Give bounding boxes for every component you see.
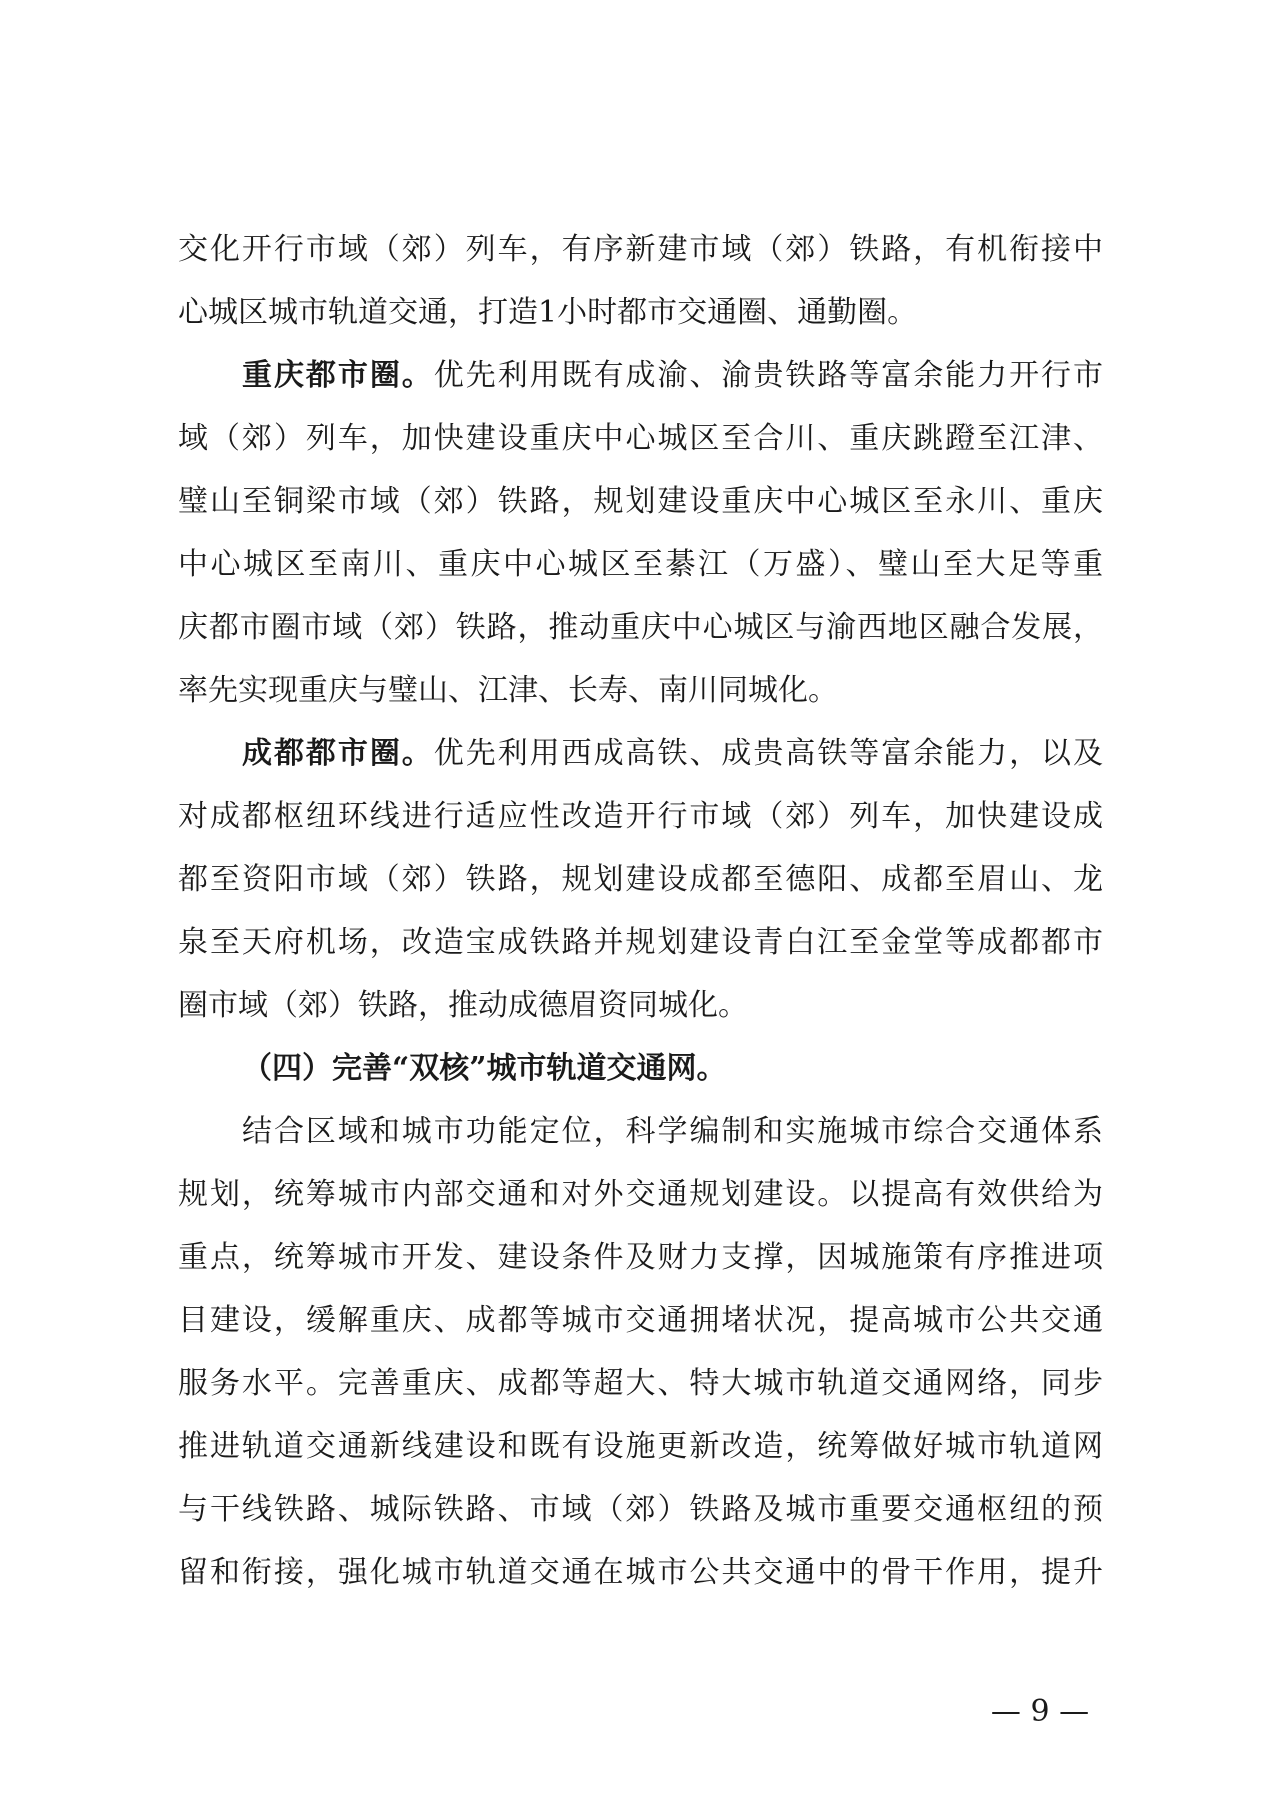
text-line: 规划，统筹城市内部交通和对外交通规划建设。以提高有效供给为 xyxy=(178,1177,1103,1212)
text-line: 交化开行市域（郊）列车，有序新建市域（郊）铁路，有机衔接中 xyxy=(178,232,1103,267)
text-line: 庆都市圈市域（郊）铁路，推动重庆中心城区与渝西地区融合发展， xyxy=(178,610,1103,645)
text-line: 圈市域（郊）铁路，推动成德眉资同城化。 xyxy=(178,988,748,1023)
document-body xyxy=(178,218,1103,1604)
paragraph-first-line xyxy=(178,344,1103,407)
text-line: 心城区城市轨道交通，打造1小时都市交通圈、通勤圈。 xyxy=(178,295,918,330)
paragraph-heading: 成都都市圈。 xyxy=(242,736,434,771)
text-span: 优先利用既有成渝、渝贵铁路等富余能力开行市 xyxy=(433,358,1104,393)
text-line: 结合区域和城市功能定位，科学编制和实施城市综合交通体系 xyxy=(242,1114,1103,1149)
text-line: 服务水平。完善重庆、成都等超大、特大城市轨道交通网络，同步 xyxy=(178,1366,1103,1401)
text-line: 璧山至铜梁市域（郊）铁路，规划建设重庆中心城区至永川、重庆 xyxy=(178,484,1103,519)
text-line: 域（郊）列车，加快建设重庆中心城区至合川、重庆跳蹬至江津、 xyxy=(178,421,1103,456)
paragraph-heading: 重庆都市圈。 xyxy=(242,358,434,393)
paragraph-first-line xyxy=(178,722,1103,785)
text-line: 留和衔接，强化城市轨道交通在城市公共交通中的骨干作用，提升 xyxy=(178,1555,1103,1590)
section-heading: （四）完善“双核”城市轨道交通网。 xyxy=(242,1051,727,1086)
text-line: 都至资阳市域（郊）铁路，规划建设成都至德阳、成都至眉山、龙 xyxy=(178,862,1103,897)
text-line: 泉至天府机场，改造宝成铁路并规划建设青白江至金堂等成都都市 xyxy=(178,925,1103,960)
text-line: 目建设，缓解重庆、成都等城市交通拥堵状况，提高城市公共交通 xyxy=(178,1303,1103,1338)
text-line: 率先实现重庆与璧山、江津、长寿、南川同城化。 xyxy=(178,673,838,708)
text-line: 对成都枢纽环线进行适应性改造开行市域（郊）列车，加快建设成 xyxy=(178,799,1103,834)
text-span: 优先利用西成高铁、成贵高铁等富余能力，以及 xyxy=(433,736,1104,771)
text-line: 与干线铁路、城际铁路、市域（郊）铁路及城市重要交通枢纽的预 xyxy=(178,1492,1103,1527)
text-line: 推进轨道交通新线建设和既有设施更新改造，统筹做好城市轨道网 xyxy=(178,1429,1103,1464)
text-line: 重点，统筹城市开发、建设条件及财力支撑，因城施策有序推进项 xyxy=(178,1240,1103,1275)
page-number: — 9 — xyxy=(990,1694,1090,1729)
text-line: 中心城区至南川、重庆中心城区至綦江（万盛）、璧山至大足等重 xyxy=(178,547,1103,582)
